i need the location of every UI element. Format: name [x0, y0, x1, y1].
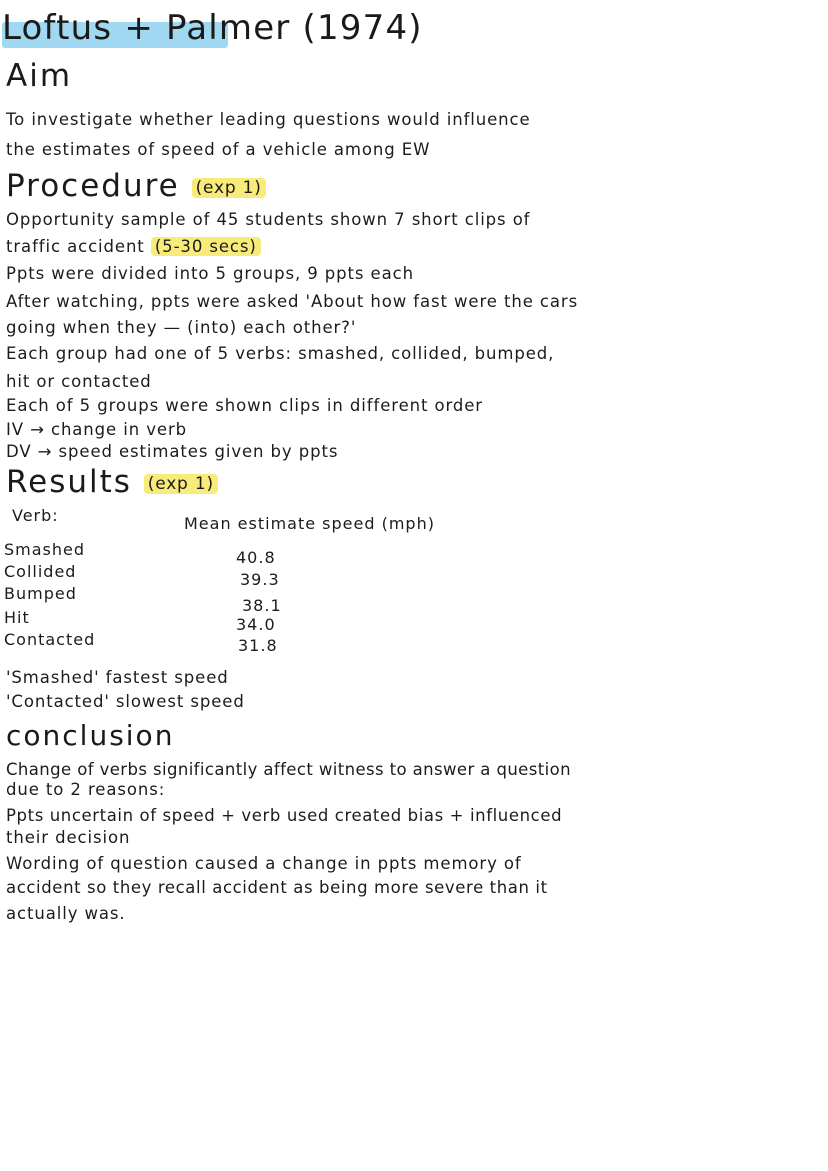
results-verb: Hit: [4, 608, 30, 627]
conclusion-line: due to 2 reasons:: [6, 780, 166, 799]
conclusion-heading: conclusion: [6, 719, 175, 752]
results-col-verb: Verb:: [12, 506, 59, 525]
procedure-tag: (exp 1): [192, 178, 266, 198]
results-tag: (exp 1): [144, 474, 218, 494]
aim-line: the estimates of speed of a vehicle among EW: [6, 140, 431, 159]
procedure-line: hit or contacted: [6, 372, 152, 391]
results-col-speed: Mean estimate speed (mph): [184, 514, 435, 533]
results-heading-text: Results: [6, 464, 132, 500]
title-block: [2, 8, 423, 48]
results-heading: [6, 464, 218, 502]
conclusion-line: actually was.: [6, 904, 126, 923]
results-verb: Bumped: [4, 584, 77, 603]
procedure-line: [6, 237, 261, 257]
conclusion-line: Wording of question caused a change in ppts memory of: [6, 854, 522, 873]
results-speed: 39.3: [240, 570, 280, 589]
results-verb: Smashed: [4, 540, 86, 559]
aim-line: To investigate whether leading questions would influence: [6, 110, 531, 129]
results-verb: Contacted: [4, 630, 96, 649]
conclusion-line: their decision: [6, 828, 131, 847]
procedure-line: Opportunity sample of 45 students shown 7 short clips of: [6, 210, 531, 229]
procedure-heading-text: Procedure: [6, 168, 180, 204]
aim-heading: Aim: [6, 58, 73, 94]
results-note: 'Contacted' slowest speed: [6, 692, 245, 711]
procedure-line: Ppts were divided into 5 groups, 9 ppts each: [6, 264, 414, 283]
results-note: 'Smashed' fastest speed: [6, 668, 229, 687]
conclusion-line: Change of verbs significantly affect witness to answer a question: [6, 760, 571, 779]
results-speed: 38.1: [242, 596, 282, 615]
results-verb: Collided: [4, 562, 77, 581]
page-title: Loftus + Palmer (1974): [2, 8, 423, 48]
procedure-line: Each group had one of 5 verbs: smashed, collided, bumped,: [6, 344, 555, 363]
procedure-heading: [6, 168, 266, 206]
procedure-line: going when they — (into) each other?': [6, 318, 357, 337]
iv-line: IV → change in verb: [6, 420, 187, 439]
results-speed: 31.8: [238, 636, 278, 655]
procedure-line-text: traffic accident: [6, 237, 145, 256]
results-speed: 34.0: [236, 615, 276, 634]
conclusion-line: accident so they recall accident as being more severe than it: [6, 878, 548, 897]
results-speed: 40.8: [236, 548, 276, 567]
procedure-line: After watching, ppts were asked 'About how fast were the cars: [6, 292, 579, 311]
conclusion-line: Ppts uncertain of speed + verb used created bias + influenced: [6, 806, 563, 825]
clip-duration-highlight: (5-30 secs): [151, 237, 261, 256]
procedure-line: Each of 5 groups were shown clips in different order: [6, 396, 483, 415]
dv-line: DV → speed estimates given by ppts: [6, 442, 339, 461]
